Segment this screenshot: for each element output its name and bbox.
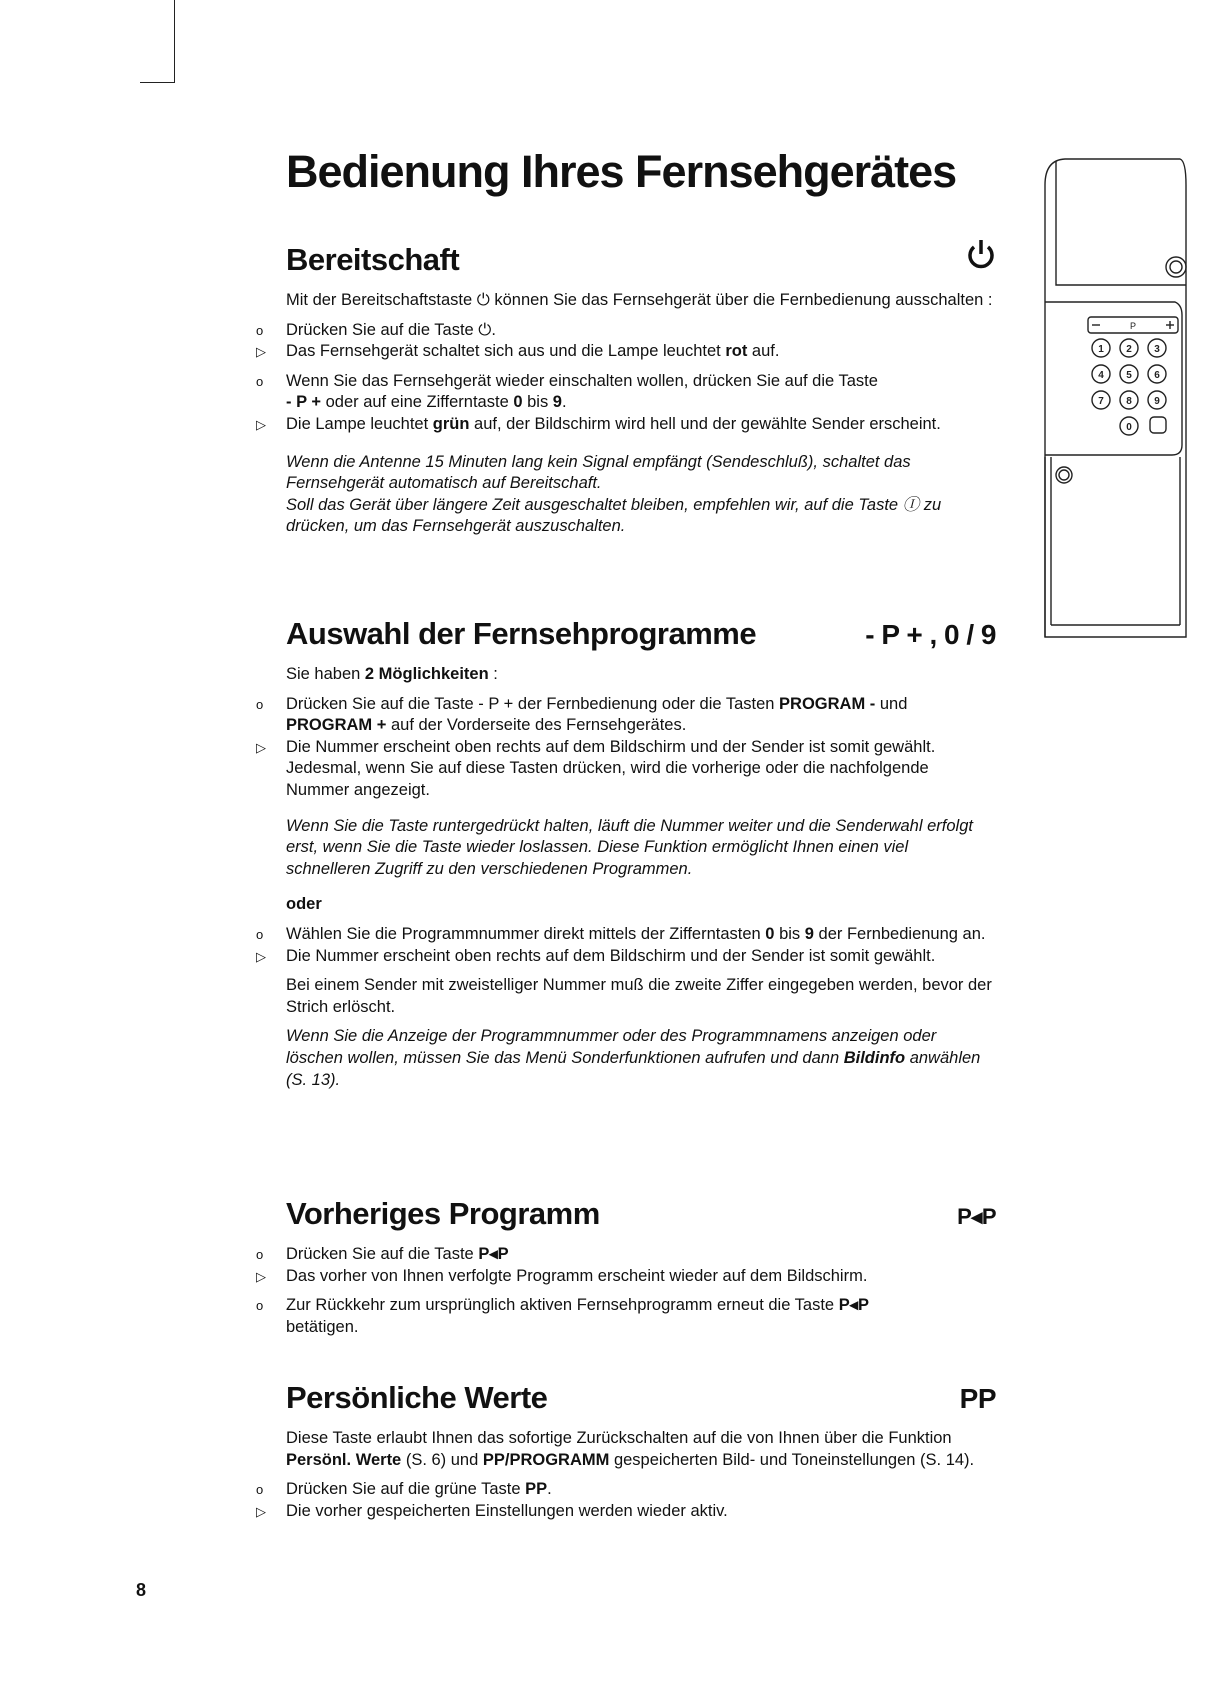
result-text: Das vorher von Ihnen verfolgte Programm erscheint wieder auf dem Bildschirm. bbox=[286, 1266, 868, 1285]
step-text: Wählen Sie die Programmnummer direkt mittels der Zifferntasten 0 bis 9 der Fernbedienung an. bbox=[286, 924, 986, 943]
result-marker: ▷ bbox=[256, 948, 266, 964]
step-text: Drücken Sie auf die grüne Taste PP. bbox=[286, 1480, 552, 1499]
intro-text: Mit der Bereitschaftstaste ⏻ können Sie das Fernsehgerät über die Fernbedienung ausschalten : bbox=[286, 291, 993, 309]
key-label: - P + , 0 / 9 bbox=[865, 619, 996, 650]
page-number: 8 bbox=[136, 1580, 147, 1600]
step-text: Drücken Sie auf die Taste P◂P bbox=[286, 1245, 509, 1263]
result-marker: ▷ bbox=[256, 1503, 266, 1519]
result-marker: ▷ bbox=[256, 739, 266, 755]
note-text: Wenn Sie die Anzeige der Programmnummer oder des Programmnamens anzeigen oder löschen wollen, müssen Sie das Menü Sonderfunktionen aufrufen und dann Bildinfo anwählen (S. 13). bbox=[286, 1027, 981, 1089]
digit-key-label: 4 bbox=[1098, 370, 1104, 381]
step-text: Wenn Sie das Fernsehgerät wieder einschalten wollen, drücken Sie auf die Taste - P + oder auf eine Zifferntaste 0 bis 9. bbox=[286, 371, 878, 412]
step-marker: o bbox=[256, 1247, 264, 1262]
step-text: Zur Rückkehr zum ursprünglich aktiven Fernsehprogramm erneut die Taste P◂P betätigen. bbox=[286, 1296, 869, 1336]
digit-key-label: 5 bbox=[1126, 370, 1132, 381]
step-text: Drücken Sie auf die Taste - P + der Fernbedienung oder die Tasten PROGRAM - und PROGRAM + auf der Vorderseite des Fernsehgerätes. bbox=[286, 694, 908, 735]
step-marker: o bbox=[256, 373, 264, 389]
result-text: Die Nummer erscheint oben rechts auf dem Bildschirm und der Sender ist somit gewählt. bbox=[286, 946, 936, 965]
power-icon bbox=[966, 238, 996, 270]
digit-key-label: 1 bbox=[1098, 344, 1104, 355]
body-text: Diese Taste erlaubt Ihnen das sofortige Zurückschalten auf die von Ihnen über die Funktion Persönl. Werte (S. 6) und PP/PROGRAMM gespeicherten Bild- und Toneinstellungen (S. 14). bbox=[286, 1429, 975, 1469]
step-marker: o bbox=[256, 696, 264, 712]
oder-label: oder bbox=[286, 895, 322, 914]
digit-key-label: 0 bbox=[1126, 422, 1132, 433]
result-marker: ▷ bbox=[256, 416, 266, 432]
key-label: P◂P bbox=[957, 1204, 996, 1229]
key-label: PP bbox=[959, 1383, 996, 1414]
crop-mark bbox=[140, 0, 175, 83]
digit-key-label: 7 bbox=[1098, 396, 1104, 407]
note-text: Soll das Gerät über längere Zeit ausgeschaltet bleiben, empfehlen wir, auf die Taste Ⓘ zu drücken, um das Fernsehgerät auszuschalten. bbox=[286, 495, 942, 536]
page-title: Bedienung Ihres Fernsehgerätes bbox=[286, 146, 957, 197]
section-persoenlich bbox=[256, 1380, 996, 1522]
svg-text:P: P bbox=[1129, 321, 1137, 331]
step-text: Drücken Sie auf die Taste ⏻. bbox=[286, 320, 496, 339]
section-heading: Bereitschaft bbox=[286, 242, 460, 277]
step-marker: o bbox=[256, 322, 264, 338]
result-marker: ▷ bbox=[256, 1268, 266, 1284]
digit-key-label: 6 bbox=[1154, 370, 1160, 381]
intro-text: Sie haben 2 Möglichkeiten : bbox=[286, 665, 498, 683]
step-marker: o bbox=[256, 926, 264, 942]
remote-control-illustration bbox=[1040, 155, 1190, 645]
note-text: Wenn die Antenne 15 Minuten lang kein Signal empfängt (Sendeschluß), schaltet das Fernsehgerät automatisch auf Bereitschaft. bbox=[286, 452, 911, 493]
digit-key-label: 9 bbox=[1154, 396, 1160, 407]
digit-key-label: 2 bbox=[1126, 344, 1132, 355]
section-heading: Auswahl der Fernsehprogramme bbox=[286, 616, 757, 651]
body-text: Bei einem Sender mit zweistelliger Nummer muß die zweite Ziffer eingegeben werden, bevor der Strich erlöscht. bbox=[286, 976, 992, 1016]
section-heading: Vorheriges Programm bbox=[286, 1196, 600, 1231]
step-marker: o bbox=[256, 1298, 264, 1314]
digit-key-label: 3 bbox=[1154, 344, 1160, 355]
section-auswahl bbox=[256, 616, 996, 1099]
teletext-key bbox=[1150, 417, 1166, 433]
result-text: Die vorher gespeicherten Einstellungen werden wieder aktiv. bbox=[286, 1501, 728, 1520]
digit-key-label: 8 bbox=[1126, 396, 1132, 407]
section-vorheriges bbox=[256, 1196, 996, 1338]
note-text: Wenn Sie die Taste runtergedrückt halten, läuft die Nummer weiter und die Senderwahl erfolgt erst, wenn Sie die Taste wieder loslassen. Diese Funktion ermöglicht Ihnen einen viel schnelleren Zugriff zu den verschiedenen Programmen. bbox=[286, 816, 973, 878]
result-marker: ▷ bbox=[256, 344, 266, 360]
result-text: Das Fernsehgerät schaltet sich aus und die Lampe leuchtet rot auf. bbox=[286, 342, 780, 361]
step-marker: o bbox=[256, 1482, 264, 1498]
result-text: Die Lampe leuchtet grün auf, der Bildschirm wird hell und der gewählte Sender erscheint. bbox=[286, 414, 941, 433]
section-heading: Persönliche Werte bbox=[286, 1380, 548, 1415]
section-bereitschaft bbox=[256, 238, 996, 546]
result-text: Die Nummer erscheint oben rechts auf dem Bildschirm und der Sender ist somit gewählt. Jedesmal, wenn Sie auf diese Tasten drücken, wird die vorherige oder die nachfolgende Nummer angezeigt. bbox=[286, 737, 936, 799]
